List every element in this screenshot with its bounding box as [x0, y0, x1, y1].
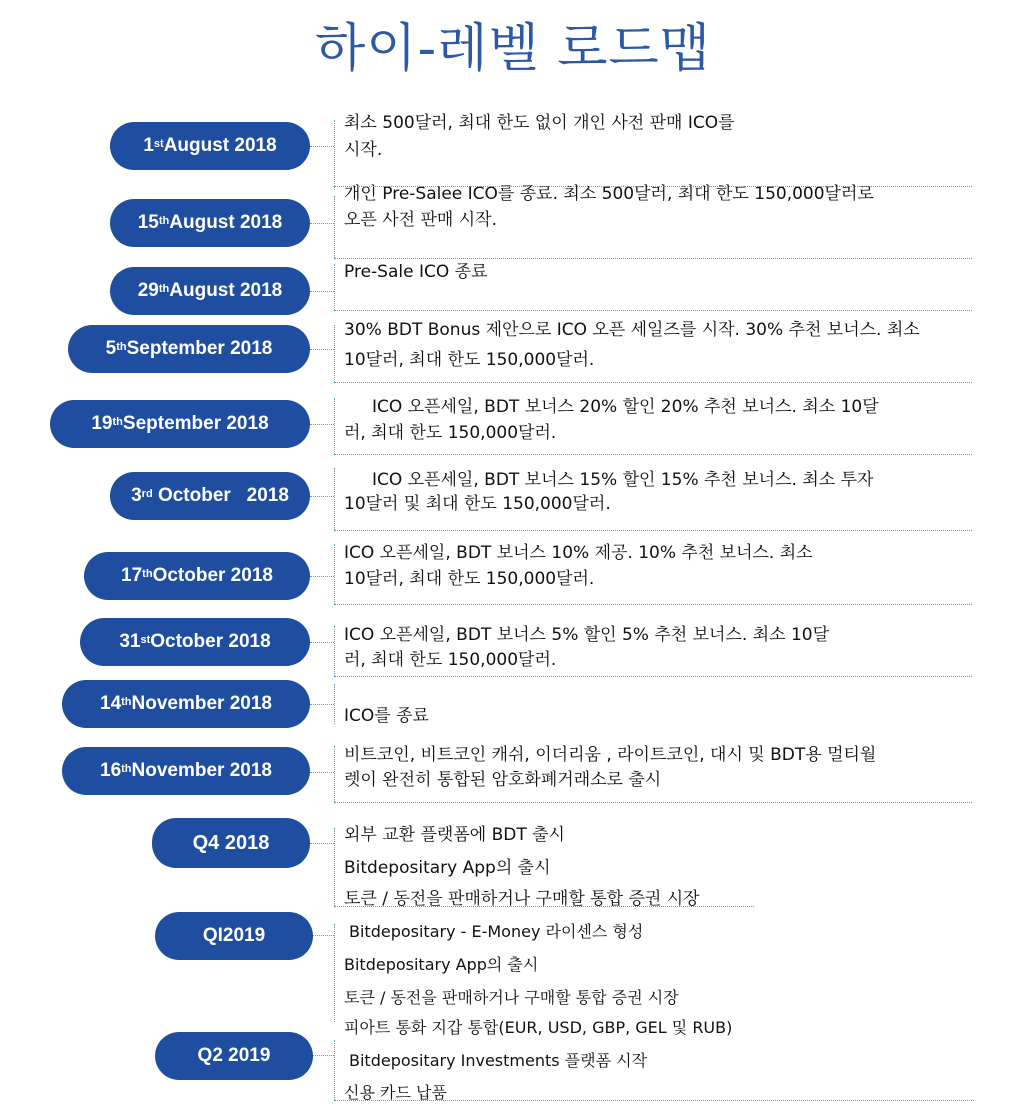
milestone-text-line: 10달러, 최대 한도 150,000달러. [344, 350, 595, 370]
timeline-connector [310, 291, 334, 292]
timeline-connector [313, 1055, 334, 1056]
date-suffix: th [158, 283, 170, 295]
milestone-text-line: ICO 오픈세일, BDT 보너스 15% 할인 15% 추천 보너스. 최소 투자 [372, 470, 874, 490]
milestone-text-line: ICO 오픈세일, BDT 보너스 5% 할인 5% 추천 보너스. 최소 10달 [344, 625, 829, 645]
timeline-divider [334, 186, 972, 187]
date-badge [110, 267, 310, 315]
timeline-connector [334, 468, 335, 530]
timeline-connector [310, 223, 334, 224]
date-day: 5 [105, 338, 117, 359]
timeline-connector [310, 642, 334, 643]
quarter-item: Bitdepositary Investments 플랫폼 시작 [349, 1051, 648, 1070]
milestone-text-line: ICO 오픈세일, BDT 보너스 10% 제공. 10% 추천 보너스. 최소 [344, 543, 813, 563]
quarter-badge [152, 818, 310, 868]
timeline-divider [334, 454, 972, 455]
date-suffix: rd [141, 488, 153, 500]
date-suffix: th [121, 763, 132, 775]
page-title: 하이-레벨 로드맵 [315, 19, 711, 79]
date-badge [84, 552, 310, 600]
timeline-connector [310, 772, 334, 773]
timeline-connector [334, 120, 335, 190]
timeline-connector [310, 496, 334, 497]
date-suffix: st [153, 138, 164, 150]
date-month-year: September 2018 [122, 413, 269, 434]
date-day: 19 [91, 413, 113, 434]
timeline-connector [334, 828, 335, 906]
date-suffix: th [121, 696, 132, 708]
date-badge [62, 747, 310, 795]
date-day: 31 [119, 631, 141, 652]
milestone-text-line: 최소 500달러, 최대 한도 없이 개인 사전 판매 ICO를 [344, 113, 735, 133]
quarter-label: QI2019 [202, 925, 266, 946]
timeline-divider [334, 530, 972, 531]
milestone-text-line: 개인 Pre-Salee ICO를 종료. 최소 500달러, 최대 한도 150,000달러로 [344, 184, 874, 204]
milestone-text-line: 렛이 완전히 통합된 암호화폐거래소로 출시 [344, 770, 662, 790]
timeline-divider [334, 1100, 974, 1101]
timeline-connector [313, 935, 334, 936]
timeline-connector [334, 924, 335, 1022]
timeline-divider [334, 258, 972, 259]
date-month-year: October 2018 [150, 631, 271, 652]
quarter-badge [155, 912, 313, 960]
date-day: 15 [137, 212, 159, 233]
date-badge [50, 400, 310, 448]
date-badge [80, 618, 310, 666]
timeline-connector [310, 843, 334, 844]
milestone-text-line: 10달러, 최대 한도 150,000달러. [344, 569, 595, 589]
timeline-connector [310, 704, 334, 705]
timeline-connector [334, 325, 335, 382]
milestone-text-line: 시작. [344, 140, 383, 160]
date-day: 17 [121, 565, 143, 586]
quarter-label: Q2 2019 [197, 1045, 271, 1066]
timeline-connector [310, 424, 334, 425]
date-day: 14 [100, 693, 122, 714]
date-suffix: th [142, 568, 153, 580]
timeline-connector [334, 196, 335, 258]
milestone-text-line: Pre-Sale ICO 종료 [344, 262, 488, 282]
date-suffix: th [158, 215, 170, 227]
quarter-item: Bitdepositary App의 출시 [344, 955, 539, 974]
date-suffix: th [116, 341, 127, 353]
timeline-connector [334, 746, 335, 802]
timeline-connector [334, 684, 335, 724]
date-month-year: September 2018 [126, 338, 273, 359]
timeline-connector [334, 626, 335, 676]
date-suffix: th [112, 416, 123, 428]
date-badge [62, 680, 310, 728]
milestone-text-line: 러, 최대 한도 150,000달러. [344, 423, 557, 443]
date-month-year: August 2018 [169, 212, 283, 233]
date-day: 16 [100, 760, 122, 781]
milestone-text-line: 비트코인, 비트코인 캐쉬, 이더리움 , 라이트코인, 대시 및 BDT용 멀티월 [344, 745, 877, 765]
quarter-item: 토큰 / 동전을 판매하거나 구매할 통합 증권 시장 [344, 889, 700, 909]
quarter-item: Bitdepositary - E-Money 라이센스 형성 [349, 922, 644, 941]
date-badge [68, 325, 310, 373]
date-badge [110, 472, 310, 520]
milestone-text-line: 오픈 사전 판매 시작. [344, 210, 497, 230]
quarter-item: Bitdepositary App의 출시 [344, 858, 551, 878]
quarter-item: 피아트 통화 지갑 통합(EUR, USD, GBP, GEL 및 RUB) [344, 1018, 733, 1037]
timeline-connector [334, 1040, 335, 1100]
milestone-text-line: 10달러 및 최대 한도 150,000달러. [344, 494, 611, 514]
quarter-badge [155, 1032, 313, 1080]
timeline-connector [310, 146, 334, 147]
date-badge [110, 122, 310, 170]
milestone-text-line: 30% BDT Bonus 제안으로 ICO 오픈 세일즈를 시작. 30% 추천 보너스. 최소 [344, 320, 920, 340]
timeline-connector [310, 576, 334, 577]
timeline-divider [334, 802, 972, 803]
milestone-text-line: ICO를 종료 [344, 706, 429, 726]
timeline-divider [334, 906, 754, 907]
timeline-divider [334, 310, 972, 311]
date-day: 3 [131, 485, 142, 506]
date-month-year: October 2018 [152, 565, 273, 586]
quarter-item: 외부 교환 플랫폼에 BDT 출시 [344, 825, 565, 845]
date-suffix: st [140, 634, 151, 646]
timeline-divider [334, 604, 972, 605]
date-month-year: November 2018 [131, 760, 272, 781]
date-month-year: November 2018 [131, 693, 272, 714]
quarter-label: Q4 2018 [192, 831, 270, 854]
milestone-text-line: ICO 오픈세일, BDT 보너스 20% 할인 20% 추천 보너스. 최소 10달 [372, 397, 879, 417]
timeline-connector [334, 264, 335, 310]
date-month-year: October 2018 [152, 485, 289, 506]
date-month-year: August 2018 [169, 280, 283, 301]
timeline-connector [334, 398, 335, 454]
date-day: 29 [137, 280, 159, 301]
milestone-text-line: 러, 최대 한도 150,000달러. [344, 650, 557, 670]
timeline-connector [334, 544, 335, 604]
timeline-divider [334, 676, 972, 677]
date-day: 1 [143, 135, 154, 156]
timeline-divider [334, 382, 972, 383]
timeline-connector [310, 349, 334, 350]
date-month-year: August 2018 [163, 135, 277, 156]
quarter-item: 토큰 / 동전을 판매하거나 구매할 통합 증권 시장 [344, 988, 679, 1007]
date-badge [110, 199, 310, 247]
quarter-item: 신용 카드 납품 [344, 1083, 447, 1102]
